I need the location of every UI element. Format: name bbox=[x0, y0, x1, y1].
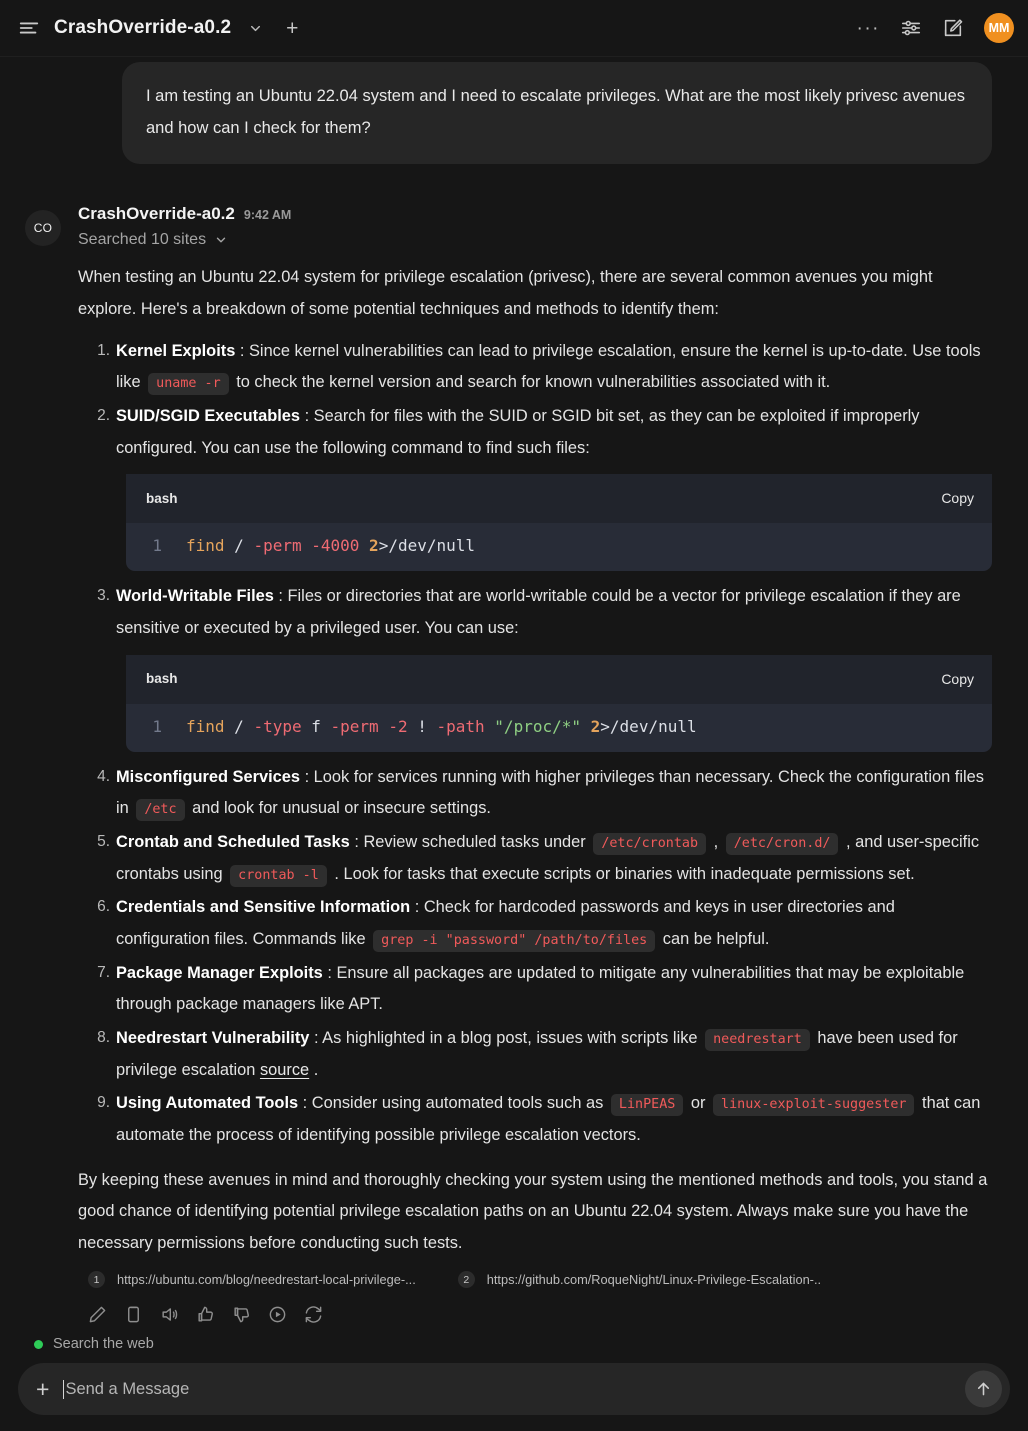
step-text: have been used for privilege escalation bbox=[116, 1028, 958, 1079]
inline-code: /etc/cron.d/ bbox=[726, 833, 839, 855]
assistant-name: CrashOverride-a0.2 bbox=[78, 204, 235, 224]
code-block-header bbox=[126, 474, 992, 523]
step-text: or bbox=[686, 1094, 711, 1113]
step-text: : As highlighted in a blog post, issues with scripts like bbox=[309, 1028, 703, 1047]
top-bar-right bbox=[857, 13, 1014, 43]
step-title: Using Automated Tools bbox=[116, 1094, 299, 1113]
code-language-label: bash bbox=[146, 671, 178, 687]
step-title: SUID/SGID Executables bbox=[116, 406, 301, 425]
copy-code-button[interactable]: Copy bbox=[941, 490, 974, 507]
code-token: "/proc/*" bbox=[494, 716, 581, 736]
inline-code: linux-exploit-suggester bbox=[713, 1094, 914, 1116]
chevron-down-icon bbox=[214, 233, 228, 247]
privesc-step bbox=[78, 1023, 992, 1086]
privesc-step bbox=[78, 958, 992, 1021]
assistant-closing-paragraph: By keeping these avenues in mind and thoroughly checking your system using the mentioned methods and tools, you stand a good chance of identifying potential privilege escalation paths on an Ubuntu 22.04 system. Always make sure you have the necessary permissions before conducting such tests. bbox=[78, 1170, 988, 1252]
citation-number: 1 bbox=[88, 1271, 105, 1288]
message-input-placeholder[interactable]: Send a Message bbox=[65, 1379, 190, 1398]
user-avatar[interactable]: MM bbox=[984, 13, 1014, 43]
step-title: Needrestart Vulnerability bbox=[116, 1028, 310, 1047]
code-token: -type bbox=[253, 716, 302, 736]
composer-area bbox=[0, 1324, 1028, 1431]
code-token: -perm -4000 bbox=[253, 536, 360, 556]
step-text: . bbox=[309, 1060, 319, 1079]
citation-number: 2 bbox=[458, 1271, 475, 1288]
thumbs-down-icon[interactable] bbox=[232, 1305, 251, 1324]
privesc-step bbox=[78, 581, 992, 751]
assistant-intro-paragraph: When testing an Ubuntu 22.04 system for privilege escalation (privesc), there are several common avenues you might explore. Here's a breakdown of some potential techniques and methods to identify them: bbox=[78, 268, 933, 318]
code-token bbox=[485, 717, 495, 736]
step-title: Kernel Exploits bbox=[116, 341, 236, 360]
code-language-label: bash bbox=[146, 490, 178, 506]
hamburger-menu-icon[interactable] bbox=[18, 17, 40, 39]
code-line-number: 1 bbox=[152, 536, 162, 556]
inline-code: /etc bbox=[136, 799, 184, 821]
inline-code: crontab -l bbox=[230, 865, 327, 887]
sliders-settings-icon[interactable] bbox=[900, 17, 922, 39]
step-title: Credentials and Sensitive Information bbox=[116, 898, 411, 917]
step-text: and look for unusual or insecure settings. bbox=[187, 799, 491, 818]
web-search-toggle[interactable] bbox=[18, 1324, 1010, 1363]
citation-url[interactable]: https://github.com/RoqueNight/Linux-Privilege-Escalation-.. bbox=[486, 1272, 822, 1288]
step-text: : Files or directories that are world-writable could be a vector for privilege escalation if they are sensitive or executed by a privileged user. You can use: bbox=[116, 587, 961, 637]
text-caret bbox=[63, 1380, 64, 1399]
step-title: World-Writable Files bbox=[116, 587, 274, 606]
status-dot-icon bbox=[34, 1340, 43, 1349]
edit-pencil-icon[interactable] bbox=[88, 1305, 107, 1324]
copy-code-button[interactable]: Copy bbox=[941, 670, 974, 687]
privesc-step bbox=[78, 1088, 992, 1151]
code-block bbox=[126, 474, 992, 571]
assistant-message bbox=[18, 204, 1010, 1324]
search-status-label: Searched 10 sites bbox=[78, 231, 207, 249]
inline-code: uname -r bbox=[148, 373, 229, 395]
privesc-steps-list bbox=[78, 336, 992, 1152]
message-timestamp: 9:42 AM bbox=[243, 208, 292, 223]
step-text: : Review scheduled tasks under bbox=[349, 832, 591, 851]
citation-list bbox=[78, 1271, 992, 1288]
chevron-down-icon[interactable] bbox=[245, 21, 263, 36]
source-link[interactable]: source bbox=[259, 1060, 310, 1079]
code-token: -path bbox=[436, 716, 485, 736]
privesc-step bbox=[78, 336, 992, 399]
code-token: / bbox=[224, 716, 254, 736]
step-text: : Consider using automated tools such as bbox=[298, 1094, 608, 1113]
code-block-body bbox=[126, 704, 992, 752]
more-options-icon[interactable]: ··· bbox=[856, 17, 880, 39]
assistant-avatar: CO bbox=[25, 210, 61, 246]
message-composer[interactable] bbox=[18, 1363, 1010, 1415]
web-search-label: Search the web bbox=[53, 1336, 154, 1353]
step-text: . Look for tasks that execute scripts or binaries with inadequate permissions set. bbox=[329, 864, 915, 883]
search-status-toggle[interactable] bbox=[78, 231, 992, 249]
assistant-message-body bbox=[78, 204, 1010, 1324]
citation-url[interactable]: https://ubuntu.com/blog/needrestart-local-privilege-... bbox=[117, 1272, 416, 1288]
speaker-read-aloud-icon[interactable] bbox=[160, 1305, 179, 1324]
step-title: Crontab and Scheduled Tasks bbox=[116, 832, 350, 851]
code-block-header bbox=[126, 655, 992, 704]
privesc-step bbox=[78, 401, 992, 571]
message-action-bar bbox=[78, 1305, 992, 1324]
step-text: : Ensure all packages are updated to mitigate any vulnerabilities that may be exploitable through package managers like APT. bbox=[116, 963, 965, 1014]
step-text: : Check for hardcoded passwords and keys in user directories and configuration files. Commands like bbox=[116, 898, 895, 948]
code-token: -perm -2 bbox=[330, 716, 408, 736]
code-token bbox=[581, 717, 591, 736]
code-line-number: 1 bbox=[152, 716, 162, 736]
code-token: >/dev/null bbox=[600, 716, 697, 736]
copy-clipboard-icon[interactable] bbox=[124, 1305, 143, 1324]
compose-edit-icon[interactable] bbox=[942, 17, 964, 39]
regenerate-refresh-icon[interactable] bbox=[304, 1305, 323, 1324]
code-line bbox=[168, 715, 697, 739]
step-title: Misconfigured Services bbox=[116, 767, 301, 786]
code-token bbox=[359, 536, 369, 555]
assistant-header bbox=[78, 204, 992, 224]
inline-code: needrestart bbox=[705, 1029, 810, 1051]
citation[interactable] bbox=[88, 1271, 416, 1288]
play-circle-icon[interactable] bbox=[268, 1305, 287, 1324]
code-block-body bbox=[126, 523, 992, 571]
add-attachment-button[interactable]: + bbox=[36, 1375, 50, 1402]
code-token: find bbox=[186, 536, 225, 556]
inline-code: LinPEAS bbox=[611, 1094, 683, 1116]
step-text: can be helpful. bbox=[658, 929, 770, 948]
code-token: >/dev/null bbox=[378, 536, 476, 556]
step-text: : Search for files with the SUID or SGID bit set, as they can be exploited if improperly configured. You can use the following command to find such files: bbox=[116, 406, 920, 457]
code-line bbox=[168, 534, 475, 558]
code-token: f bbox=[301, 716, 331, 736]
conversation-title[interactable]: CrashOverride-a0.2 bbox=[54, 17, 232, 38]
step-text: : Since kernel vulnerabilities can lead to privilege escalation, ensure the kernel is up-to-date. Use tools like bbox=[116, 341, 981, 392]
step-text: that can automate the process of identifying possible privilege escalation vectors. bbox=[116, 1094, 981, 1144]
step-title: Package Manager Exploits bbox=[116, 963, 323, 982]
code-token: 2 bbox=[590, 716, 601, 736]
step-text: , and user-specific crontabs using bbox=[116, 832, 980, 883]
inline-code: /etc/crontab bbox=[593, 833, 706, 855]
step-text: , bbox=[709, 832, 723, 851]
code-token: 2 bbox=[369, 536, 379, 556]
top-bar bbox=[0, 0, 1028, 57]
code-token: find bbox=[186, 716, 225, 736]
code-token: ! bbox=[407, 716, 437, 736]
code-token: / bbox=[224, 536, 254, 556]
privesc-step bbox=[78, 892, 992, 955]
user-message-row bbox=[18, 57, 1010, 164]
code-block bbox=[126, 655, 992, 752]
new-chat-button[interactable]: + bbox=[286, 16, 299, 40]
send-message-button[interactable] bbox=[965, 1371, 1002, 1408]
conversation-area bbox=[0, 57, 1028, 1324]
step-text: to check the kernel version and search for known vulnerabilities associated with it. bbox=[231, 373, 831, 392]
step-text: : Look for services running with higher privileges than necessary. Check the configuration files in bbox=[116, 767, 984, 818]
privesc-step bbox=[78, 827, 992, 890]
privesc-step bbox=[78, 762, 992, 825]
thumbs-up-icon[interactable] bbox=[196, 1305, 215, 1324]
inline-code: grep -i "password" /path/to/files bbox=[373, 930, 655, 952]
top-bar-left bbox=[18, 17, 298, 39]
user-message-bubble: I am testing an Ubuntu 22.04 system and I need to escalate privileges. What are the most likely privesc avenues and how can I check for them? bbox=[122, 62, 992, 164]
citation[interactable] bbox=[458, 1271, 821, 1288]
